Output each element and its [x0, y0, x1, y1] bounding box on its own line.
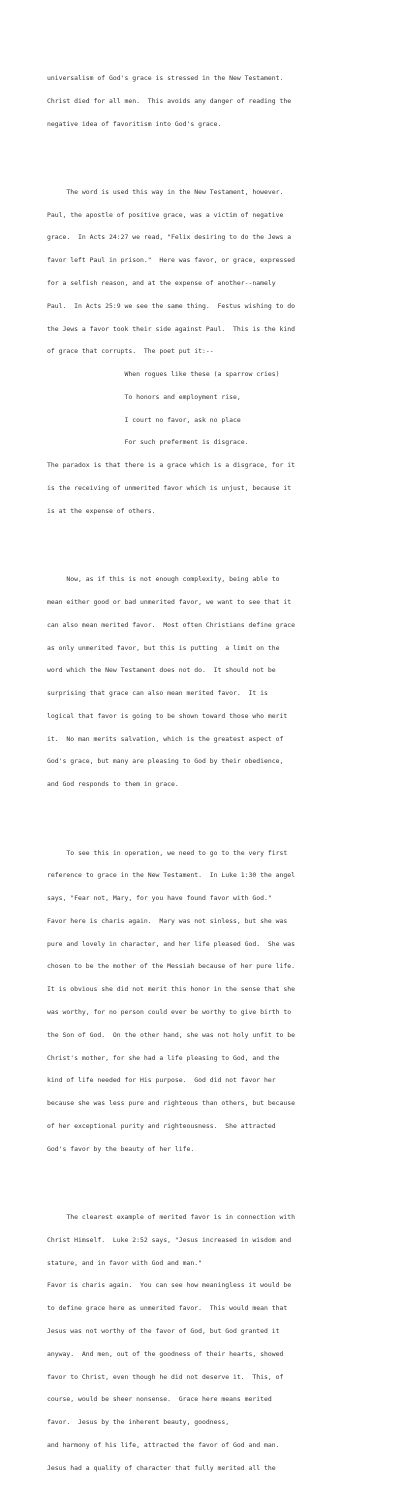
- poem-line: To honors and employment rise,: [47, 392, 241, 401]
- poem-line: For such preferment is disgrace.: [47, 438, 249, 447]
- text-line: logical that favor is going to be shown toward those who merit: [47, 711, 288, 720]
- text-line: is at the expense of others.: [47, 506, 156, 515]
- text-line: anyway. And men, out of the goodness of their hearts, showed: [47, 1349, 284, 1358]
- text-line: says, "Fear not, Mary, for you have found favor with God.": [47, 894, 272, 903]
- paragraph-mary: [47, 834, 417, 1168]
- paragraph-universalism: [47, 60, 417, 144]
- paragraph-christ: [47, 1199, 417, 1488]
- text-line: word which the New Testament does not do. It should not be: [47, 666, 276, 675]
- text-line: course, would be sheer nonsense. Grace here means merited: [47, 1395, 272, 1404]
- text-line: favor left Paul in prison." Here was favor, or grace, expressed: [47, 256, 296, 265]
- text-line: mean either good or bad unmerited favor, we want to see that it: [47, 597, 292, 606]
- text-line: it. No man merits salvation, which is the greatest aspect of: [47, 734, 284, 743]
- text-line: and harmony of his life, attracted the favor of God and man.: [47, 1440, 280, 1449]
- text-line: negative idea of favoritism into God's grace.: [47, 119, 222, 128]
- text-line: God's favor by the beauty of her life.: [47, 1144, 195, 1153]
- text-line: favor to Christ, even though he did not deserve it. This, of: [47, 1372, 284, 1381]
- text-line: Christ died for all men. This avoids any danger of reading the: [47, 96, 292, 105]
- text-line: Favor here is charis again. Mary was not sinless, but she was: [47, 916, 288, 925]
- text-line: Jesus was not worthy of the favor of God, but God granted it: [47, 1326, 280, 1335]
- text-line: for a selfish reason, and at the expense of another--namely: [47, 279, 276, 287]
- text-line: Now, as if this is not enough complexity, being able to: [47, 575, 280, 584]
- text-line: as only unmerited favor, but this is putting a limit on the: [47, 643, 280, 652]
- text-line: was worthy, for no person could ever be worthy to give birth to: [47, 1008, 292, 1016]
- text-line: Jesus had a quality of character that fully merited all the: [47, 1463, 276, 1472]
- text-line: of grace that corrupts. The poet put it:--: [47, 347, 214, 356]
- text-line: To see this in operation, we need to go to the very first: [47, 848, 288, 857]
- text-line: surprising that grace can also mean merited favor. It is: [47, 689, 268, 698]
- text-line: grace. In Acts 24:27 we read, "Felix desiring to do the Jews a: [47, 233, 292, 242]
- paragraph-merited-favor: [47, 561, 417, 804]
- text-line: The paradox is that there is a grace which is a disgrace, for it: [47, 461, 296, 470]
- text-line: the Jews a favor took their side against Paul. This is the kind: [47, 324, 296, 333]
- text-line: God's grace, but many are pleasing to God by their obedience,: [47, 757, 284, 766]
- text-line: Paul. In Acts 25:9 we see the same thing. Festus wishing to do: [47, 301, 296, 310]
- text-line: Christ Himself. Luke 2:52 says, "Jesus increased in wisdom and: [47, 1235, 292, 1244]
- text-line: Christ's mother, for she had a life pleasing to God, and the: [47, 1053, 280, 1062]
- text-line: It is obvious she did not merit this honor in the sense that she: [47, 985, 296, 994]
- text-line: stature, and in favor with God and man.": [47, 1258, 203, 1267]
- text-line: kind of life needed for His purpose. God did not favor her: [47, 1076, 276, 1085]
- text-line: chosen to be the mother of the Messiah because of her pure life.: [47, 962, 296, 971]
- text-line: favor. Jesus by the inherent beauty, goodness,: [47, 1418, 230, 1427]
- text-line: The clearest example of merited favor is in connection with: [47, 1213, 296, 1222]
- text-line: reference to grace in the New Testament. In Luke 1:30 the angel: [47, 871, 296, 880]
- text-line: can also mean merited favor. Most often Christians define grace: [47, 620, 296, 629]
- text-line: Paul, the apostle of positive grace, was a victim of negative: [47, 210, 284, 219]
- poem-line: When rogues like these (a sparrow cries): [47, 370, 280, 379]
- paragraph-negative-grace: [47, 174, 417, 531]
- document-body: [47, 37, 417, 1510]
- text-line: the Son of God. On the other hand, she was not holy unfit to be: [47, 1030, 296, 1039]
- text-line: universalism of God's grace is stressed in the New Testament.: [47, 73, 284, 82]
- text-line: to define grace here as unmerited favor. This would mean that: [47, 1304, 288, 1313]
- text-line: of her exceptional purity and righteousness. She attracted: [47, 1121, 276, 1130]
- text-line: The word is used this way in the New Testament, however.: [47, 187, 284, 196]
- text-line: and God responds to them in grace.: [47, 780, 179, 789]
- text-line: because she was less pure and righteous than others, but because: [47, 1099, 296, 1108]
- poem-line: I court no favor, ask no place: [47, 415, 241, 424]
- text-line: is the receiving of unmerited favor which is unjust, because it: [47, 484, 292, 493]
- text-line: Favor is charis again. You can see how meaningless it would be: [47, 1281, 292, 1290]
- text-line: pure and lovely in character, and her life pleased God. She was: [47, 939, 296, 948]
